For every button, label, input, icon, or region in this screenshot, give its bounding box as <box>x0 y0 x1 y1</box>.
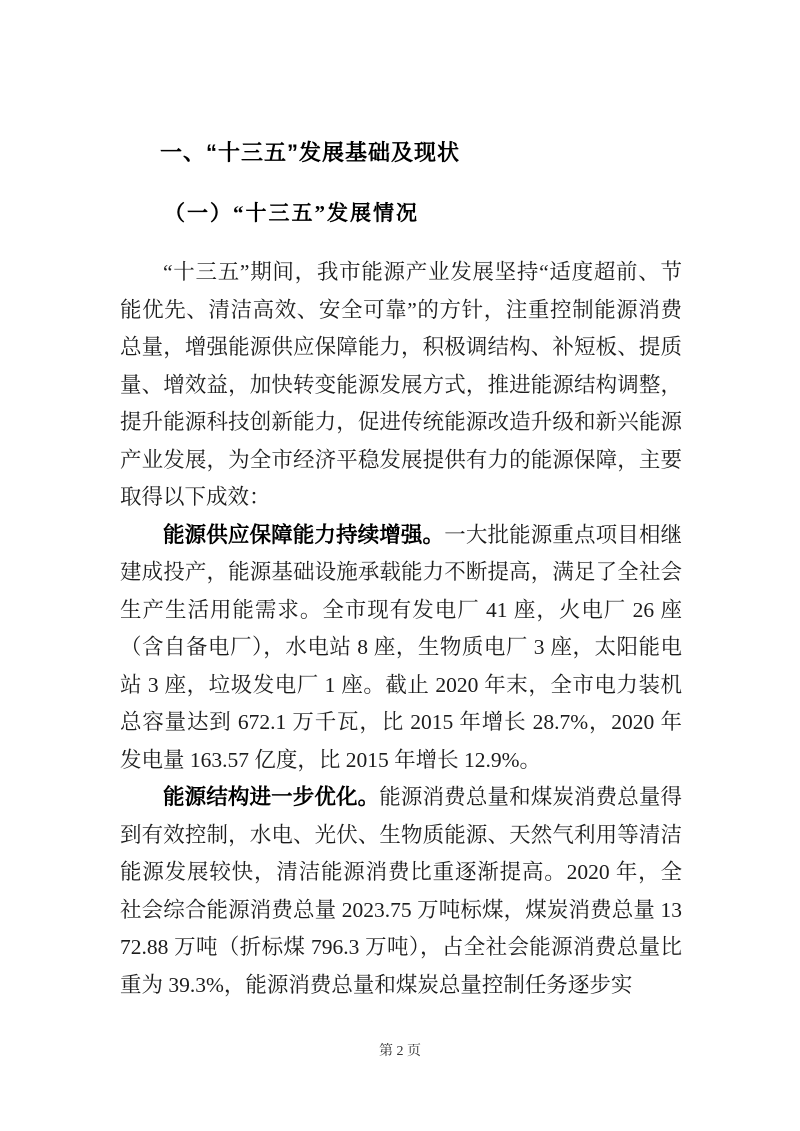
section-heading: 一、“十三五”发展基础及现状 <box>160 140 461 165</box>
subsection-heading: （一）“十三五”发展情况 <box>164 201 419 225</box>
paragraph-energy-structure <box>120 779 682 1004</box>
body-text <box>120 254 682 1004</box>
paragraph-intro-text: “十三五”期间，我市能源产业发展坚持“适度超前、节能优先、清洁高效、安全可靠”的方针，注重控制能源消费总量，增强能源供应保障能力，积极调结构、补短板、提质量、增效益，加快转变能源发展方式，推进能源结构调整，提升能源科技创新能力，促进传统能源改造升级和新兴能源产业发展，为全市经济平稳发展提供有力的能源保障，主要取得以下成效： <box>120 260 682 509</box>
paragraph-energy-structure-lead: 能源结构进一步优化。 <box>163 785 380 809</box>
paragraph-intro <box>120 254 682 517</box>
paragraph-energy-supply <box>120 517 682 780</box>
paragraph-energy-supply-text: 一大批能源重点项目相继建成投产，能源基础设施承载能力不断提高，满足了全社会生产生活用能需求。全市现有发电厂 41 座，火电厂 26 座（含自备电厂），水电站 8 座，生物质电厂 3 座，太阳能电站 3 座，垃圾发电厂 1 座。截止 2020 年末，全市电力装机总容量达到 672.1 万千瓦，比 2015 年增长 28.7%，2020 年发电量 163.57 亿度，比 2015 年增长 12.9%。 <box>120 522 682 772</box>
paragraph-energy-structure-text: 能源消费总量和煤炭消费总量得到有效控制，水电、光伏、生物质能源、天然气利用等清洁能源发展较快，清洁能源消费比重逐渐提高。2020 年，全社会综合能源消费总量 2023.75 万吨标煤，煤炭消费总量 1372.88 万吨（折标煤 796.3 万吨），占全社会能源消费总量比重为 39.3%，能源消费总量和煤炭总量控制任务逐步实 <box>120 785 682 997</box>
page-number: 第 2 页 <box>379 1044 421 1059</box>
paragraph-energy-supply-lead: 能源供应保障能力持续增强。 <box>163 522 445 547</box>
